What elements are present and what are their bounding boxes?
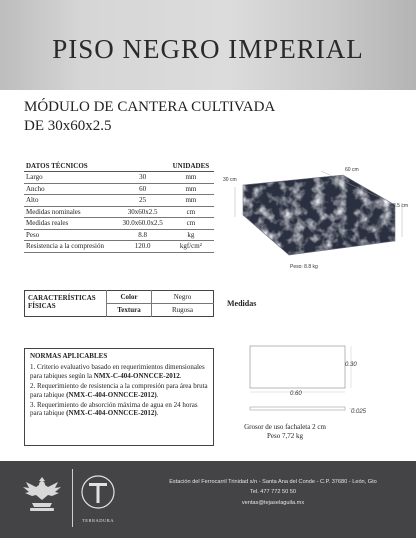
- plan-rectangle: [250, 346, 345, 388]
- dim-height: 0.30: [345, 362, 357, 368]
- norma-3-text: 3. Requerimiento de absorción máxima de agua en 24 horas para tabique: [30, 401, 198, 418]
- table-row: [24, 241, 214, 253]
- dim-thickness: 0.025: [351, 409, 367, 415]
- row-label: Ancho: [24, 183, 117, 195]
- slab-label-right: 2.5 cm: [393, 203, 409, 209]
- table-row: [24, 218, 214, 230]
- page-title: PISO NEGRO IMPERIAL: [52, 34, 364, 64]
- norma-1-code: NMX-C-404-ONNCCE-2012: [93, 371, 180, 380]
- technical-data-table: [24, 160, 214, 253]
- characteristics-heading: CARACTERÍSTICAS FÍSICAS: [25, 291, 107, 317]
- table-row: [24, 195, 214, 207]
- eagle-logo: [18, 469, 66, 522]
- table-row: [25, 291, 214, 304]
- row-unit: mm: [168, 183, 214, 195]
- slab-image: [225, 165, 415, 275]
- section-rectangle: [250, 407, 345, 410]
- medidas-label: Medidas: [227, 299, 257, 308]
- eagle-logo-icon: [18, 469, 66, 517]
- texture-label: Textura: [107, 304, 152, 317]
- footer-address: Estación del Ferrocarril Trinidad s/n - Santa Ana del Conde - C.P. 37680 - León, Gto: [169, 479, 377, 485]
- terradura-t-icon: [78, 471, 118, 519]
- norma-3-code: (NMX-C-404-ONNCCE-2012): [66, 409, 157, 418]
- tech-header-label: DATOS TÉCNICOS: [24, 160, 117, 172]
- norma-2-text: 2. Requerimiento de resistencia a la compresión para área bruta para tabique: [30, 382, 208, 399]
- row-value: 30x60x2.5: [117, 206, 167, 218]
- row-label: Alto: [24, 195, 117, 207]
- row-label: Medidas reales: [24, 218, 117, 230]
- row-label: Resistencia a la compresión: [24, 241, 117, 253]
- row-unit: cm: [168, 206, 214, 218]
- row-value: 30: [117, 172, 167, 184]
- footer-contact-info: [130, 477, 416, 508]
- dim-width: 0.60: [290, 391, 302, 397]
- characteristics-table: [24, 290, 214, 317]
- terradura-brand: TERRADURA: [81, 518, 114, 523]
- row-value: 120.0: [117, 241, 167, 253]
- table-row: [24, 229, 214, 241]
- row-label: Largo: [24, 172, 117, 184]
- grosor-line-1: Grosor de uso fachaleta 2 cm: [244, 423, 326, 431]
- footer-phone: Tel. 477 772 50 50: [249, 489, 297, 496]
- row-value: 25: [117, 195, 167, 207]
- tech-header-empty: [117, 160, 167, 172]
- table-row: [24, 206, 214, 218]
- texture-value: Rugosa: [172, 306, 193, 314]
- product-subtitle: [24, 98, 275, 136]
- row-value: 8.8: [117, 229, 167, 241]
- row-unit: mm: [168, 172, 214, 184]
- slab-label-top: 60 cm: [345, 167, 359, 173]
- row-unit: cm: [168, 218, 214, 230]
- row-value: 60: [117, 183, 167, 195]
- slab-figure: [225, 165, 415, 275]
- row-value: 30.0x60.0x2.5: [117, 218, 167, 230]
- subtitle-line-1: MÓDULO DE CANTERA CULTIVADA: [24, 99, 276, 115]
- grosor-line-2: Peso 7,72 kg: [267, 432, 303, 440]
- footer: [0, 461, 416, 538]
- slab-weight: Peso: 8.8 kg: [290, 264, 318, 270]
- color-label: Color: [107, 291, 152, 304]
- row-unit: mm: [168, 195, 214, 207]
- norma-2-code: (NMX-C-404-ONNCCE-2012): [66, 390, 157, 399]
- norma-1-text: 1. Criterio evaluativo basado en requerimientos dimensionales para tabiques según la: [30, 363, 205, 380]
- norma-item-1: 1. Criterio evaluativo basado en requerimientos dimensionales para tabiques según la NMX-C-404-ONNCCE-2012.: [30, 363, 205, 380]
- tech-header-units: UNIDADES: [168, 160, 214, 172]
- row-unit: kgf/cm²: [168, 241, 214, 253]
- row-label: Medidas nominales: [24, 206, 117, 218]
- row-unit: kg: [168, 229, 214, 241]
- footer-divider: [72, 469, 73, 527]
- norma-item-3: 3. Requerimiento de absorción máxima de agua en 24 horas para tabique (NMX-C-404-ONNCCE-2012).: [30, 401, 198, 418]
- normas-heading: NORMAS APLICABLES: [30, 352, 108, 360]
- grosor-note: [235, 423, 335, 441]
- row-label: Peso: [24, 229, 117, 241]
- terradura-logo: [78, 471, 118, 529]
- norma-item-2: 2. Requerimiento de resistencia a la compresión para área bruta para tabique (NMX-C-404-ONNCCE-2012).: [30, 382, 208, 399]
- normas-box: [24, 348, 214, 446]
- title-band: [0, 0, 416, 90]
- subtitle-line-2: DE 30x60x2.5: [24, 118, 112, 134]
- table-row: [24, 172, 214, 184]
- table-row: [24, 183, 214, 195]
- slab-label-left: 30 cm: [223, 177, 237, 183]
- table-header-row: [24, 160, 214, 172]
- color-value: Negro: [152, 291, 214, 304]
- footer-email[interactable]: ventas@tejaselaguila.mx: [241, 499, 305, 506]
